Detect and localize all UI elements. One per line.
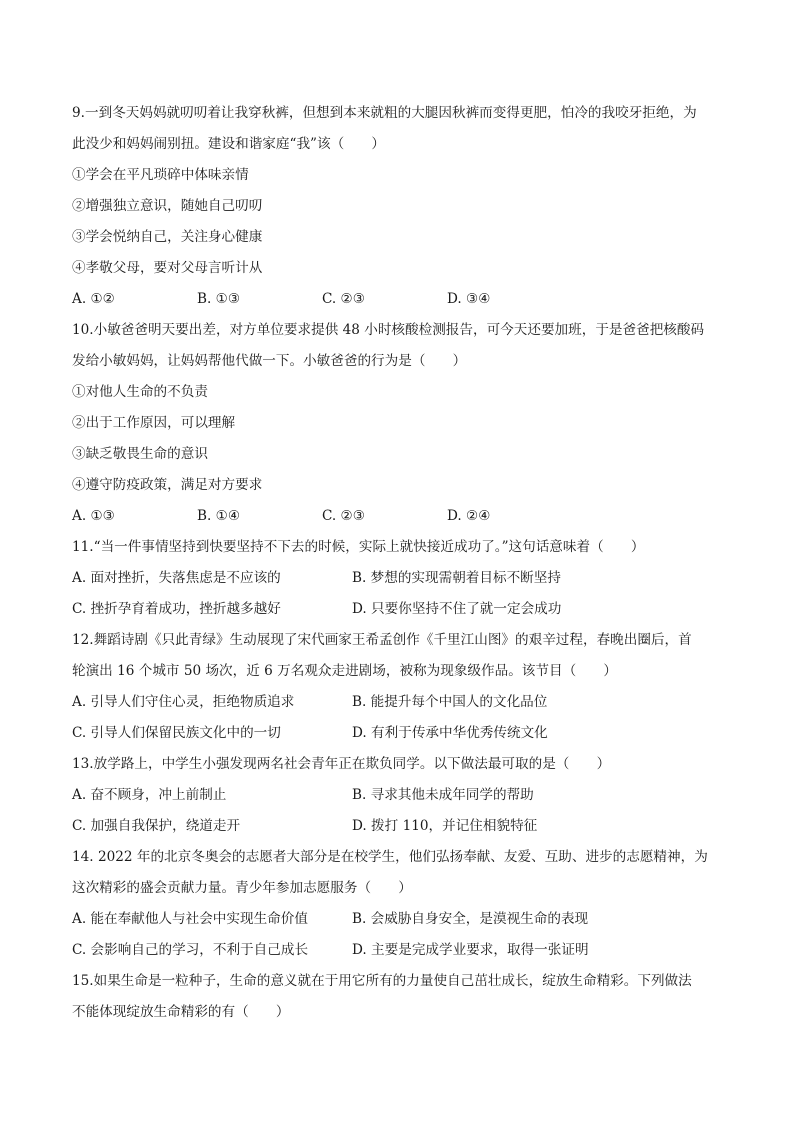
question-10 — [72, 315, 722, 532]
exam-page — [72, 98, 722, 1028]
question-stem-line: 轮演出 16 个城市 50 场次，近 6 万名观众走进剧场，被称为现象级作品。该节目（ ） — [72, 663, 617, 679]
question-stem-line: 15.如果生命是一粒种子，生命的意义就在于用它所有的力量使自己茁壮成长，绽放生命精彩。下列做法 — [72, 973, 692, 989]
option-c[interactable]: C. ②③ — [322, 291, 365, 307]
statement-2: ②出于工作原因，可以理解 — [72, 415, 236, 431]
answer-options — [72, 284, 722, 315]
option-a[interactable]: A. 面对挫折，失落焦虑是不应该的 — [72, 570, 281, 586]
option-c[interactable]: C. 引导人们保留民族文化中的一切 — [72, 725, 281, 741]
question-11 — [72, 532, 722, 625]
question-12 — [72, 625, 722, 749]
question-stem-line: 不能体现绽放生命精彩的有（ ） — [72, 1004, 290, 1020]
answer-options-row-2 — [72, 718, 722, 749]
option-b[interactable]: B. 梦想的实现需朝着目标不断坚持 — [352, 570, 561, 586]
option-b[interactable]: B. ①③ — [197, 291, 241, 307]
option-b[interactable]: B. ①④ — [197, 508, 241, 524]
answer-options-row-1 — [72, 904, 722, 935]
question-9 — [72, 98, 722, 315]
option-a[interactable]: A. 引导人们守住心灵，拒绝物质追求 — [72, 694, 295, 710]
option-b[interactable]: B. 寻求其他未成年同学的帮助 — [352, 787, 534, 803]
option-c[interactable]: C. 挫折孕育着成功，挫折越多越好 — [72, 601, 281, 617]
option-a[interactable]: A. 奋不顾身，冲上前制止 — [72, 787, 227, 803]
option-b[interactable]: B. 能提升每个中国人的文化品位 — [352, 694, 548, 710]
option-a[interactable]: A. ①② — [72, 291, 115, 307]
option-b[interactable]: B. 会威胁自身安全，是漠视生命的表现 — [352, 911, 589, 927]
question-14 — [72, 842, 722, 966]
option-d[interactable]: D. ②④ — [447, 508, 491, 524]
answer-options-row-2 — [72, 811, 722, 842]
question-13 — [72, 749, 722, 842]
option-d[interactable]: D. ③④ — [447, 291, 491, 307]
statement-2: ②增强独立意识，随她自己叨叨 — [72, 198, 263, 214]
option-c[interactable]: C. 加强自我保护，绕道走开 — [72, 818, 241, 834]
option-d[interactable]: D. 拨打 110，并记住相貌特征 — [352, 818, 538, 834]
question-stem-line: 11.“当一件事情坚持到快要坚持不下去的时候，实际上就快接近成功了。”这句话意味着（ ） — [72, 539, 645, 555]
option-c[interactable]: C. ②③ — [322, 508, 365, 524]
option-d[interactable]: D. 只要你坚持不住了就一定会成功 — [352, 601, 562, 617]
answer-options-row-2 — [72, 935, 722, 966]
statement-1: ①学会在平凡琐碎中体味亲情 — [72, 167, 249, 183]
option-d[interactable]: D. 有利于传承中华优秀传统文化 — [352, 725, 548, 741]
option-a[interactable]: A. ①③ — [72, 508, 115, 524]
statement-1: ①对他人生命的不负责 — [72, 384, 208, 400]
answer-options-row-1 — [72, 687, 722, 718]
answer-options-row-1 — [72, 780, 722, 811]
option-c[interactable]: C. 会影响自己的学习，不利于自己成长 — [72, 942, 309, 958]
question-stem-line: 13.放学路上，中学生小强发现两名社会青年正在欺负同学。以下做法最可取的是（ ） — [72, 756, 611, 772]
question-stem-line: 此没少和妈妈闹别扭。建设和谐家庭“我”该（ ） — [72, 136, 385, 152]
statement-3: ③缺乏敬畏生命的意识 — [72, 446, 208, 462]
question-15 — [72, 966, 722, 1028]
answer-options-row-1 — [72, 563, 722, 594]
question-stem-line: 这次精彩的盛会贡献力量。青少年参加志愿服务（ ） — [72, 880, 412, 896]
question-stem-line: 10.小敏爸爸明天要出差，对方单位要求提供 48 小时核酸检测报告，可今天还要加班，于是爸爸把核酸码 — [72, 322, 705, 338]
option-d[interactable]: D. 主要是完成学业要求，取得一张证明 — [352, 942, 589, 958]
answer-options — [72, 501, 722, 532]
statement-3: ③学会悦纳自己，关注身心健康 — [72, 229, 263, 245]
statement-4: ④遵守防疫政策，满足对方要求 — [72, 477, 263, 493]
question-stem-line: 14. 2022 年的北京冬奥会的志愿者大部分是在校学生，他们弘扬奉献、友爱、互助、进步的志愿精神，为 — [72, 849, 708, 865]
question-stem-line: 发给小敏妈妈，让妈妈帮他代做一下。小敏爸爸的行为是（ ） — [72, 353, 467, 369]
question-stem-line: 12.舞蹈诗剧《只此青绿》生动展现了宋代画家王希孟创作《千里江山图》的艰辛过程，春晚出圈后，首 — [72, 632, 692, 648]
option-a[interactable]: A. 能在奉献他人与社会中实现生命价值 — [72, 911, 308, 927]
question-stem-line: 9.一到冬天妈妈就叨叨着让我穿秋裤，但想到本来就粗的大腿因秋裤而变得更肥，怕冷的我咬牙拒绝，为 — [72, 105, 697, 121]
statement-4: ④孝敬父母，要对父母言听计从 — [72, 260, 263, 276]
answer-options-row-2 — [72, 594, 722, 625]
